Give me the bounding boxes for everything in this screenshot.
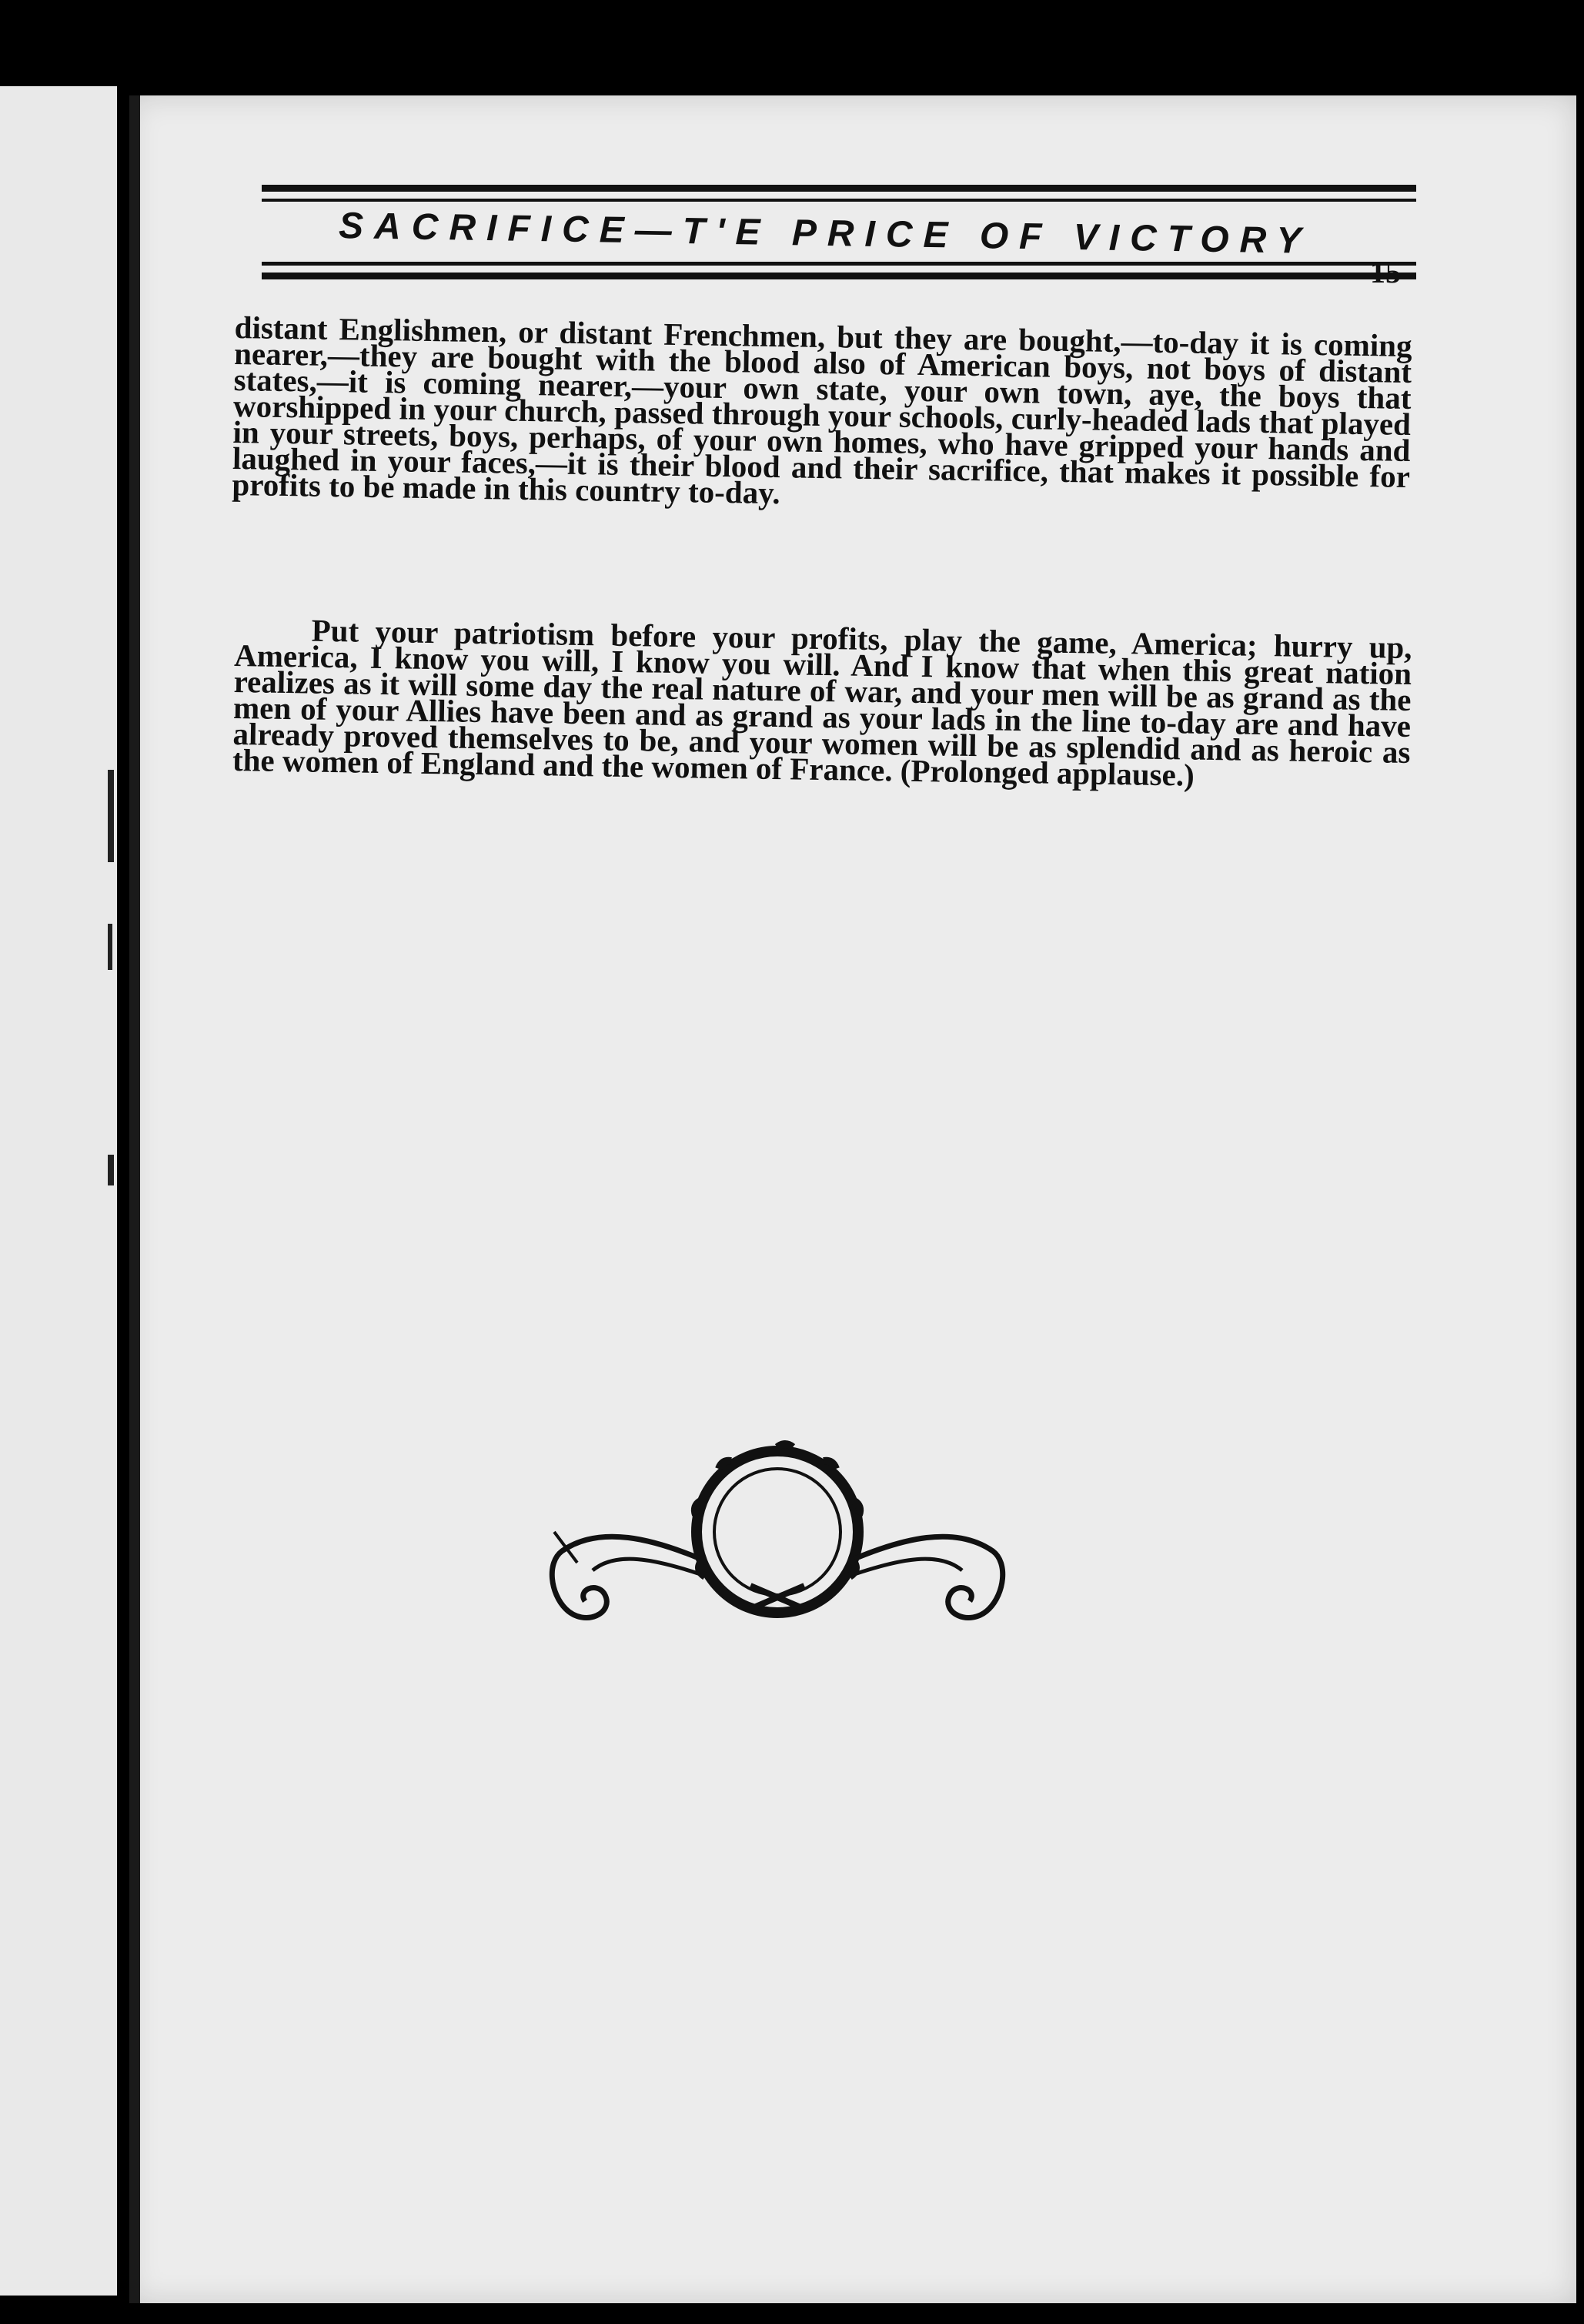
body-paragraph-2: Put your patriotism before your profits, play the game, America; hurry up, America, I know you will, I know you will. And I know that when this great nation realizes as it will some day the real nature of war, and your men will be as grand as the men of your Allies have been and as grand as your lads in the line to-day are and have already proved themselves to be, and your women will be as splendid and as heroic as the women of England and the women of France. (Prolonged applause.)	[232, 612, 1412, 793]
page-binding-edge	[129, 95, 140, 2303]
laurel-wreath-with-ribbon-icon	[531, 1416, 1024, 1709]
running-head-title: SACRIFICE—T'E PRICE OF VICTORY	[338, 206, 1312, 262]
previous-page-edge	[0, 86, 117, 2296]
header-rule-top-thin	[262, 199, 1416, 202]
header-rule-bottom	[262, 273, 1416, 279]
header-rule-bottom-thin	[262, 262, 1416, 266]
page-number: 15	[1370, 255, 1401, 289]
body-paragraph-1: distant Englishmen, or distant Frenchmen, but they are bought,—to-day it is coming nearer,—they are bought with the blood also of American boys, not boys of distant states,—it is coming nearer,—your own state, your own town, aye, the boys that worshipped in your church, passed through your schools, curly-headed lads that played in your streets, boys, perhaps, of your own homes, who have gripped your hands and laughed in your faces,—it is their blood and their sacrifice, that makes it possible for profits to be made in this country to-day.	[232, 309, 1412, 511]
header-rule-top	[262, 185, 1416, 192]
gutter-binding-marks	[106, 770, 115, 1386]
